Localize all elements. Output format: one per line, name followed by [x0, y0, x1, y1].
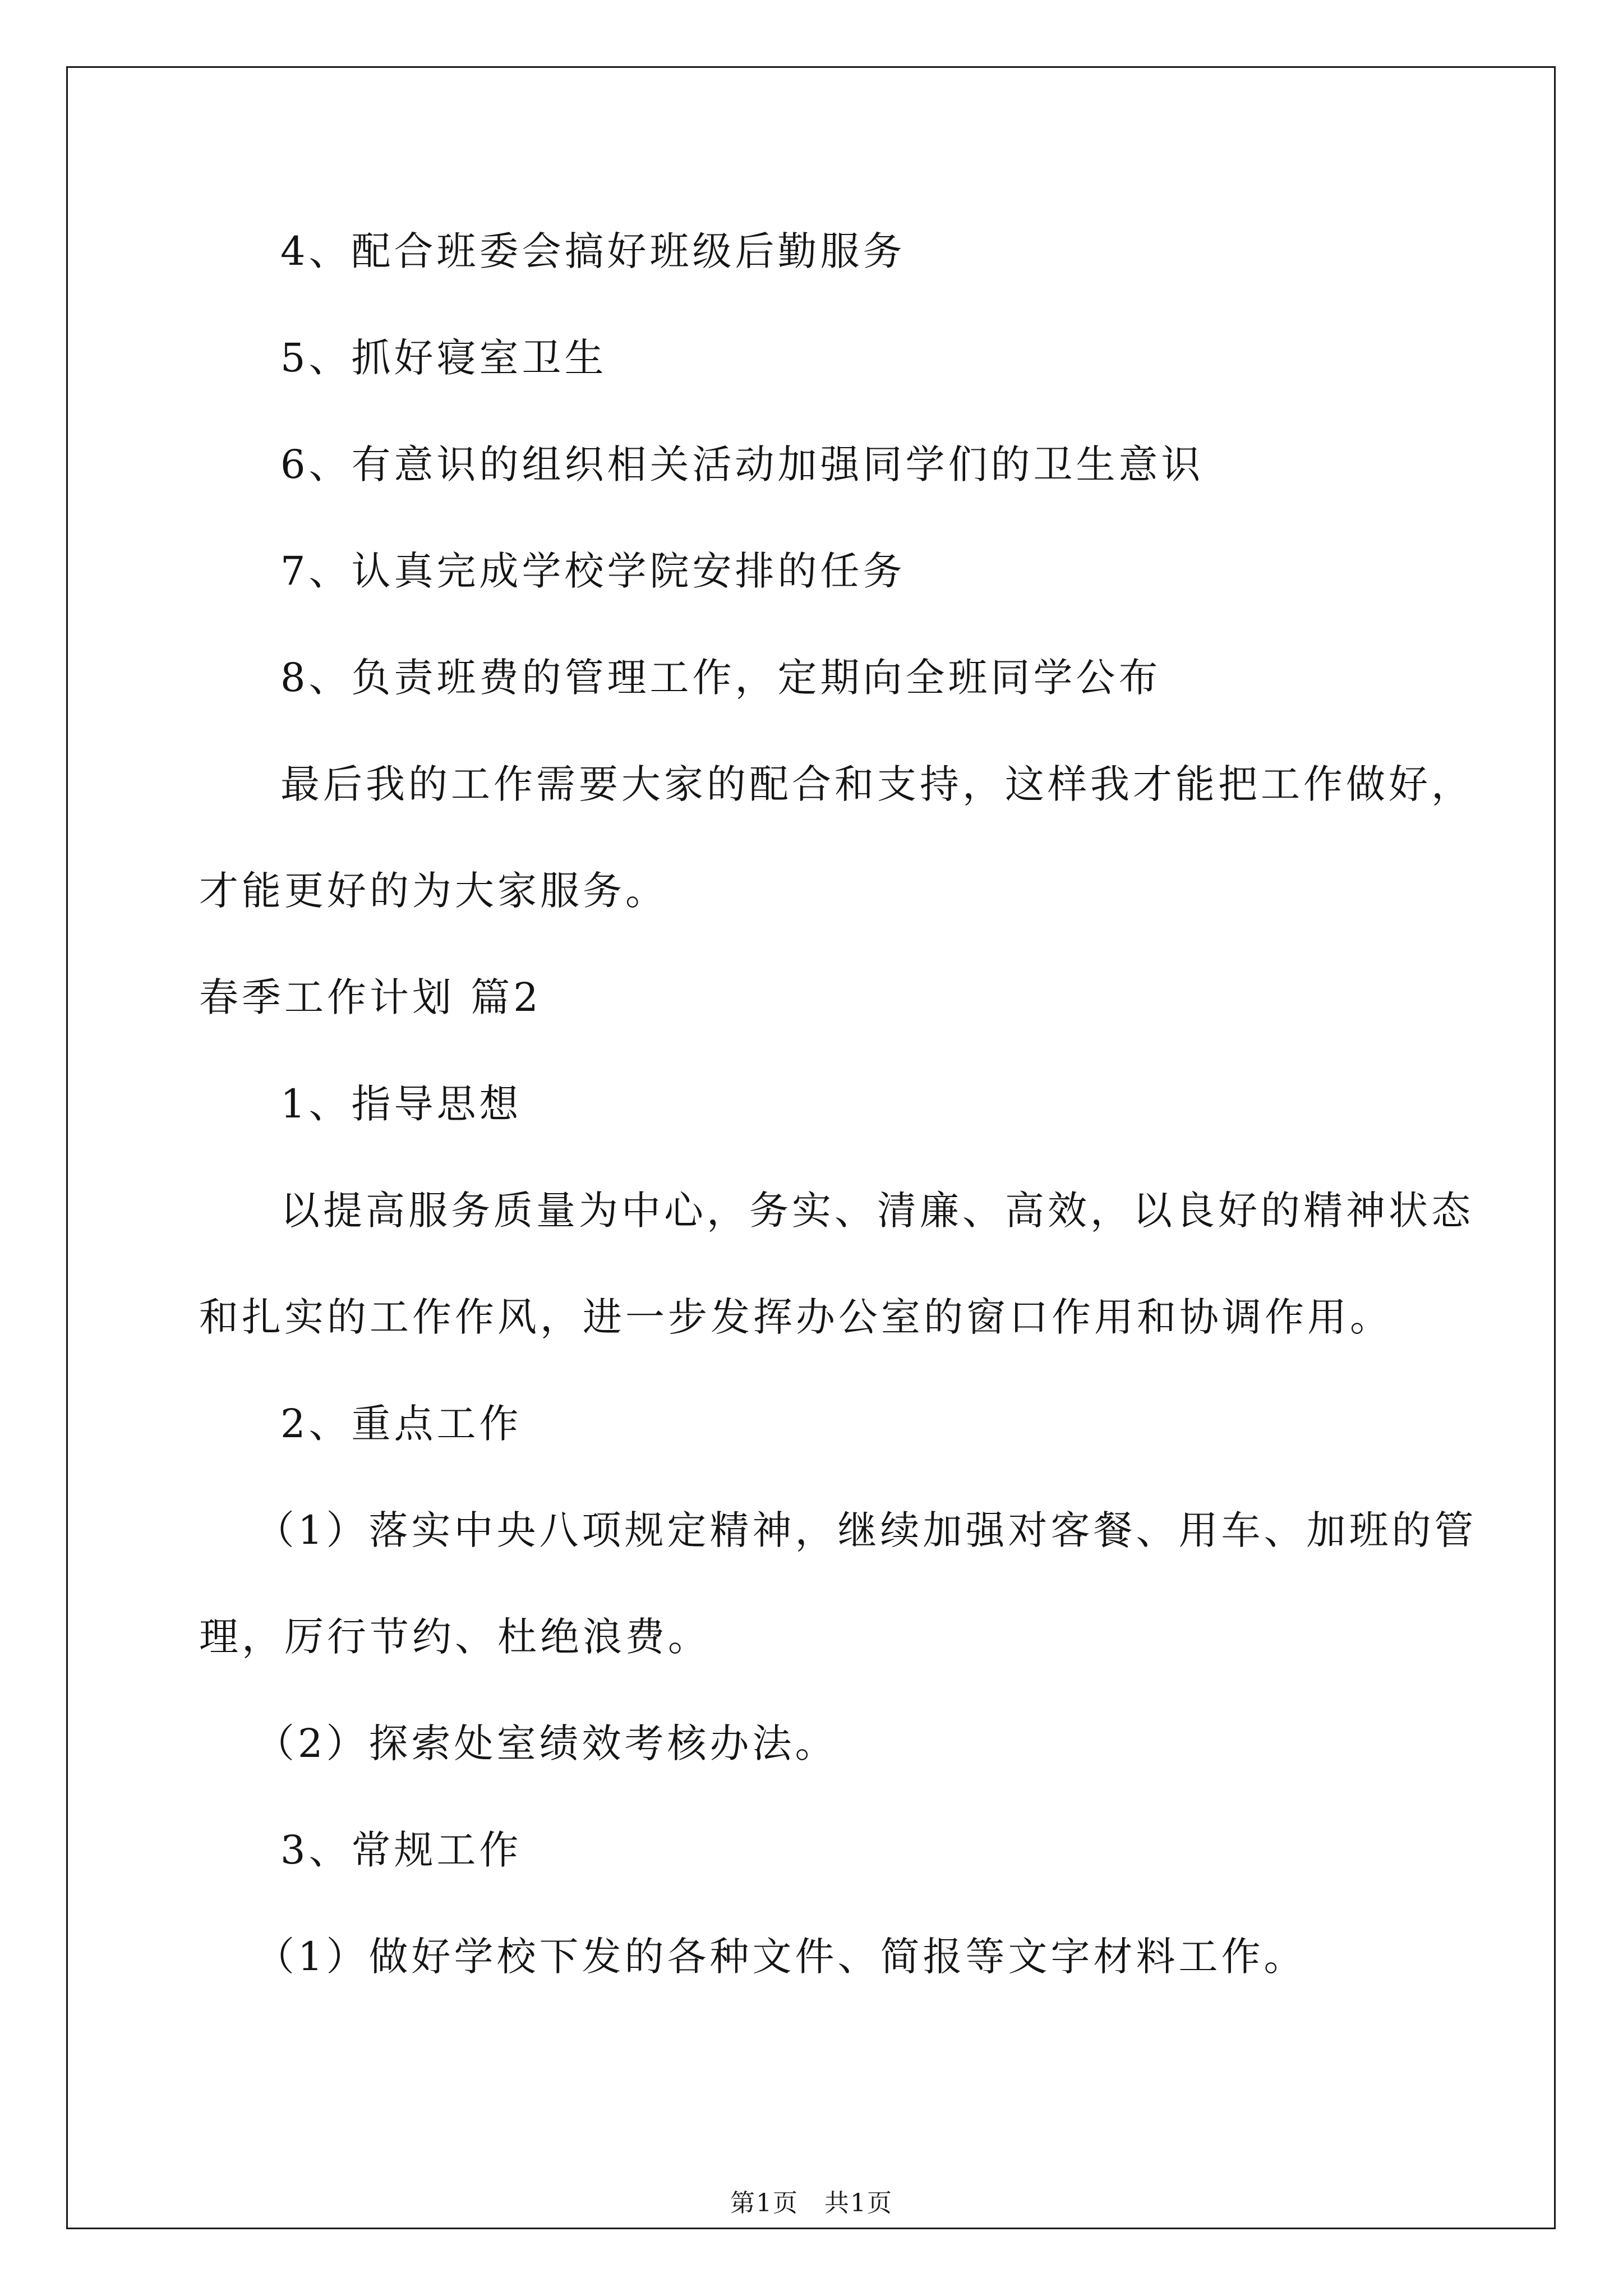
- paragraph-line: （1）做好学校下发的各种文件、简报等文字材料工作。: [255, 1934, 1307, 1980]
- subheading: 3、常规工作: [280, 1827, 522, 1873]
- list-item: 4、配合班委会搞好班级后勤服务: [280, 228, 906, 274]
- paragraph-line: 最后我的工作需要大家的配合和支持，这样我才能把工作做好，: [280, 761, 1474, 807]
- list-item: 5、抓好寝室卫生: [280, 335, 607, 381]
- page-border: [66, 66, 1556, 2229]
- paragraph-line: 理，厉行节约、杜绝浪费。: [199, 1614, 711, 1660]
- list-item: 8、负责班费的管理工作，定期向全班同学公布: [280, 655, 1161, 701]
- paragraph-line: 才能更好的为大家服务。: [199, 868, 668, 914]
- paragraph-line: 和扎实的工作作风，进一步发挥办公室的窗口作用和协调作用。: [199, 1294, 1393, 1340]
- list-item: 7、认真完成学校学院安排的任务: [280, 548, 906, 594]
- paragraph-line: （2）探索处室绩效考核办法。: [255, 1720, 838, 1766]
- subheading: 2、重点工作: [280, 1401, 522, 1447]
- page-number: 第1页 共1页: [730, 2189, 893, 2217]
- list-item: 6、有意识的组织相关活动加强同学们的卫生意识: [280, 441, 1204, 487]
- paragraph-line: 以提高服务质量为中心，务实、清廉、高效，以良好的精神状态: [280, 1188, 1474, 1234]
- paragraph-line: （1）落实中央八项规定精神，继续加强对客餐、用车、加班的管: [255, 1507, 1477, 1553]
- section-heading: 春季工作计划 篇2: [199, 974, 542, 1020]
- subheading: 1、指导思想: [280, 1081, 522, 1127]
